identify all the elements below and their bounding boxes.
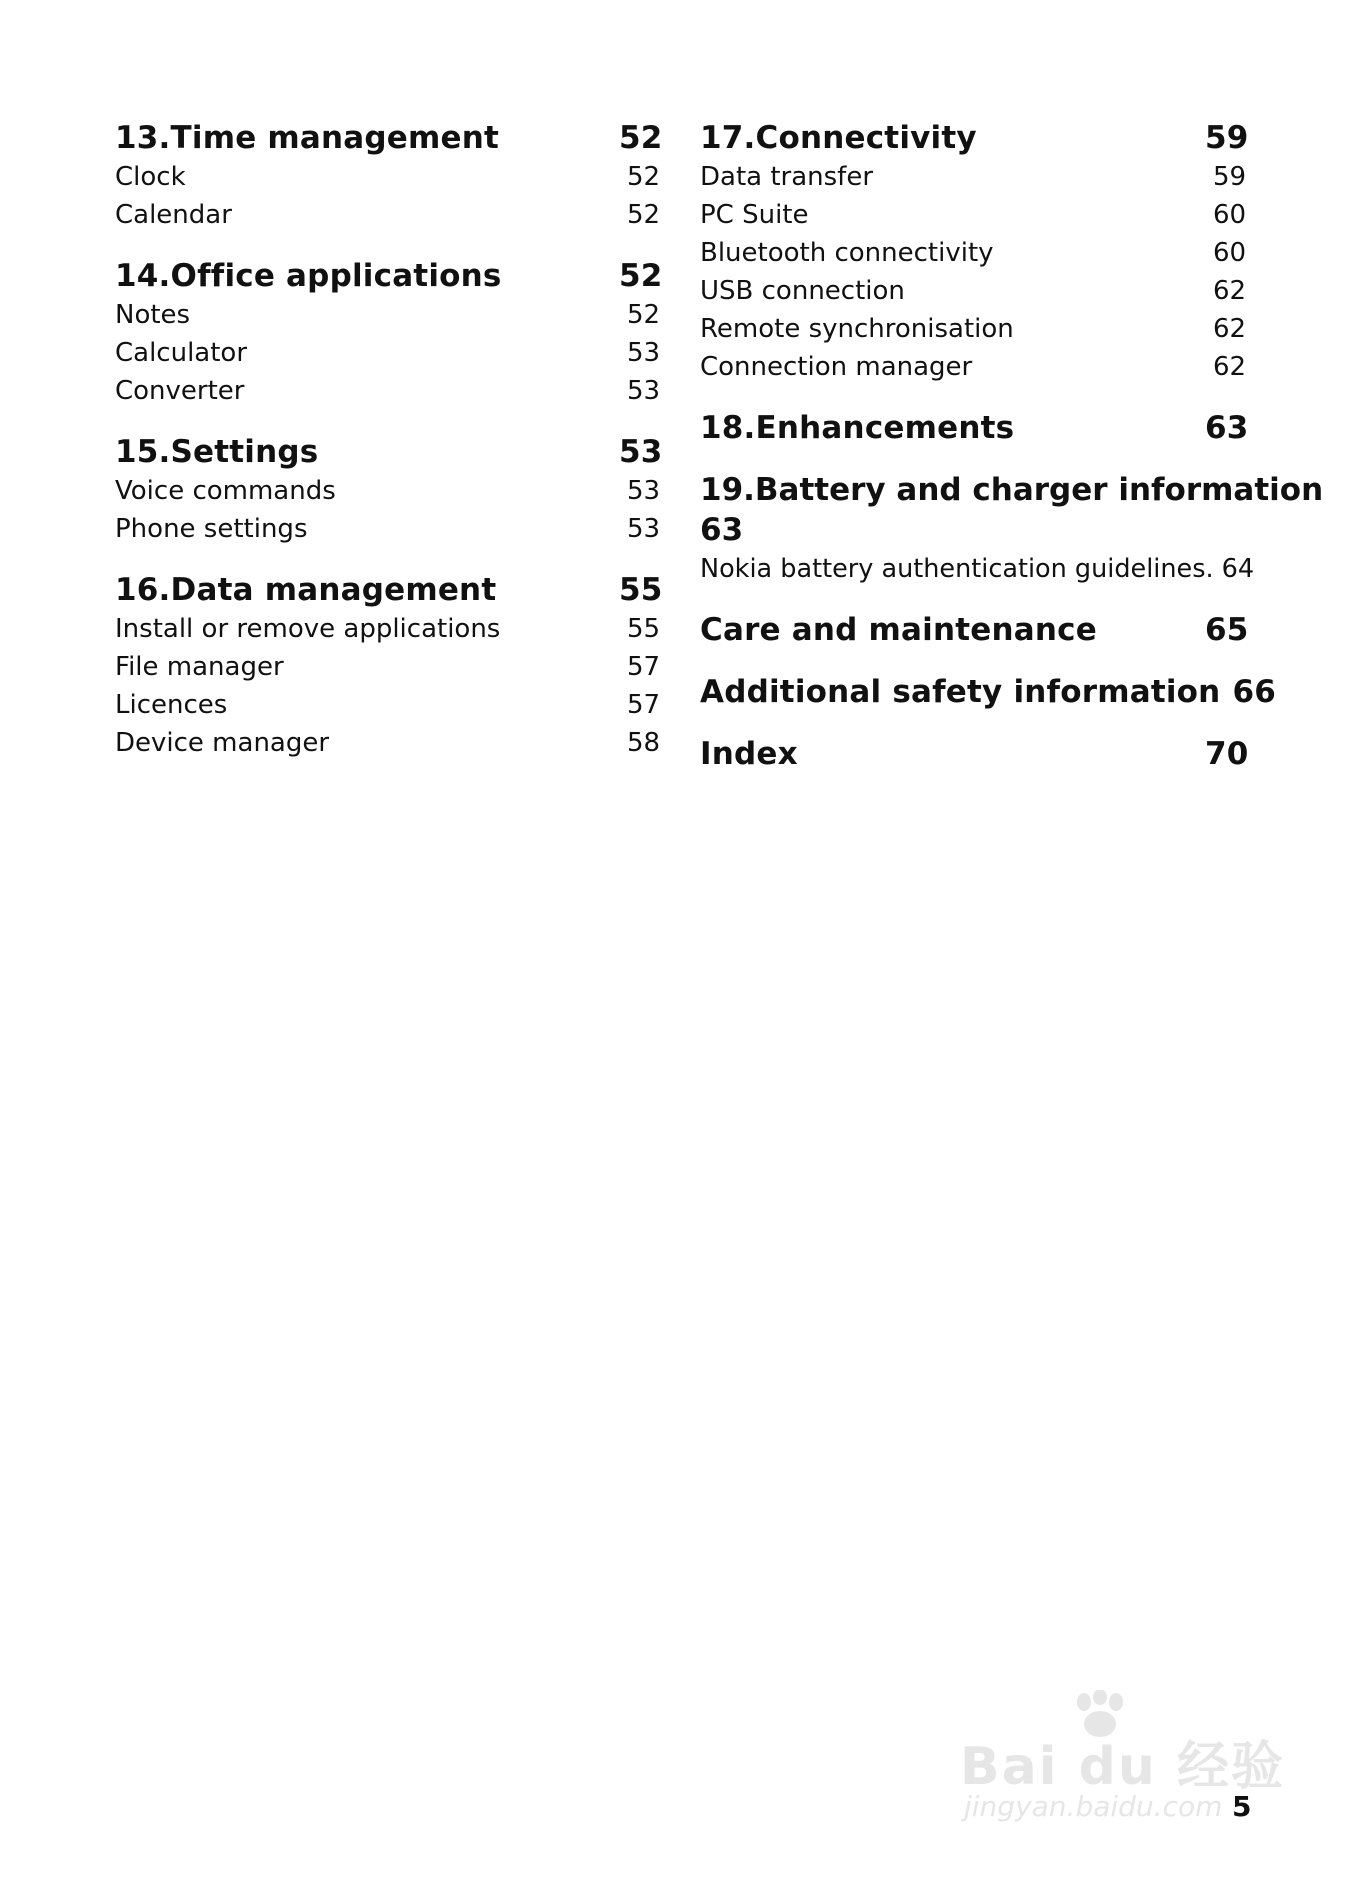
toc-section-data-transfer[interactable] bbox=[700, 158, 1245, 196]
toc-page: 52 bbox=[627, 300, 661, 330]
toc-section-phone-settings[interactable] bbox=[115, 510, 659, 548]
toc-page: 57 bbox=[627, 652, 661, 682]
toc-page: 55 bbox=[627, 614, 661, 644]
toc-label: 17.Connectivity bbox=[700, 120, 977, 156]
toc-label: Care and maintenance bbox=[700, 612, 1097, 648]
toc-chapter-enhancements[interactable] bbox=[700, 408, 1249, 448]
toc-section-voice-commands[interactable] bbox=[115, 472, 659, 510]
toc-chapter-care-maintenance[interactable] bbox=[700, 610, 1249, 650]
toc-section-converter[interactable] bbox=[115, 372, 659, 410]
toc-label: Index bbox=[700, 736, 798, 772]
toc-chapter-data-management[interactable] bbox=[115, 570, 663, 610]
toc-label: Phone settings bbox=[115, 514, 308, 544]
toc-page: 59 bbox=[1213, 162, 1247, 192]
toc-label: Voice commands bbox=[115, 476, 336, 506]
toc-page: 62 bbox=[1213, 352, 1247, 382]
toc-page: 53 bbox=[627, 514, 661, 544]
toc-label: Remote synchronisation bbox=[700, 314, 1014, 344]
toc-section-battery-authentication-guidelines[interactable] bbox=[700, 550, 1255, 588]
toc-chapter-additional-safety-information[interactable] bbox=[700, 672, 1276, 712]
toc-label: Notes bbox=[115, 300, 191, 330]
toc-page: 66 bbox=[1232, 674, 1276, 710]
toc-right-column bbox=[700, 118, 1324, 774]
toc-label: 16.Data management bbox=[115, 572, 497, 608]
toc-label: Data transfer bbox=[700, 162, 874, 192]
toc-label: Converter bbox=[115, 376, 245, 406]
toc-page: 52 bbox=[619, 120, 663, 156]
toc-page: 59 bbox=[1205, 120, 1249, 156]
toc-label: File manager bbox=[115, 652, 284, 682]
toc-label: Nokia battery authentication guidelines. bbox=[700, 554, 1214, 584]
toc-label: Additional safety information bbox=[700, 674, 1221, 710]
toc-section-pc-suite[interactable] bbox=[700, 196, 1245, 234]
toc-label: Bluetooth connectivity bbox=[700, 238, 994, 268]
toc-section-calculator[interactable] bbox=[115, 334, 659, 372]
toc-page: 60 bbox=[1213, 238, 1247, 268]
watermark-url: jingyan.baidu.com bbox=[964, 1790, 1223, 1823]
toc-page: 63 bbox=[1205, 410, 1249, 446]
toc-page: 52 bbox=[627, 162, 661, 192]
toc-section-clock[interactable] bbox=[115, 158, 659, 196]
toc-page: 52 bbox=[627, 200, 661, 230]
toc-label: Device manager bbox=[115, 728, 330, 758]
toc-page: 62 bbox=[1213, 314, 1247, 344]
toc-label: USB connection bbox=[700, 276, 905, 306]
toc-label: PC Suite bbox=[700, 200, 809, 230]
toc-label: Clock bbox=[115, 162, 186, 192]
toc-section-remote-synchronisation[interactable] bbox=[700, 310, 1245, 348]
toc-label: Licences bbox=[115, 690, 228, 720]
toc-chapter-settings[interactable] bbox=[115, 432, 663, 472]
toc-section-calendar[interactable] bbox=[115, 196, 659, 234]
toc-chapter-battery-charger-information[interactable] bbox=[700, 470, 1324, 550]
toc-page: 53 bbox=[627, 376, 661, 406]
toc-chapter-office-applications[interactable] bbox=[115, 256, 663, 296]
toc-section-connection-manager[interactable] bbox=[700, 348, 1245, 386]
toc-label: Install or remove applications bbox=[115, 614, 501, 644]
toc-left-column bbox=[115, 118, 663, 762]
toc-section-usb-connection[interactable] bbox=[700, 272, 1245, 310]
toc-page: 52 bbox=[619, 258, 663, 294]
toc-section-notes[interactable] bbox=[115, 296, 659, 334]
toc-label: Connection manager bbox=[700, 352, 973, 382]
toc-label: 13.Time management bbox=[115, 120, 500, 156]
toc-section-bluetooth-connectivity[interactable] bbox=[700, 234, 1245, 272]
toc-section-device-manager[interactable] bbox=[115, 724, 659, 762]
toc-page: 57 bbox=[627, 690, 661, 720]
toc-label: Calendar bbox=[115, 200, 232, 230]
toc-section-licences[interactable] bbox=[115, 686, 659, 724]
toc-page: 55 bbox=[619, 572, 663, 608]
toc-page: 60 bbox=[1213, 200, 1247, 230]
toc-chapter-index[interactable] bbox=[700, 734, 1249, 774]
toc-page: 53 bbox=[619, 434, 663, 470]
toc-label: 15.Settings bbox=[115, 434, 319, 470]
toc-page: 64 bbox=[1221, 554, 1255, 584]
toc-page: 70 bbox=[1205, 736, 1249, 772]
toc-page: 53 bbox=[627, 338, 661, 368]
toc-section-install-remove-applications[interactable] bbox=[115, 610, 659, 648]
toc-label: Calculator bbox=[115, 338, 248, 368]
toc-page: 53 bbox=[627, 476, 661, 506]
page-number: 5 bbox=[1232, 1790, 1252, 1823]
toc-page: 63 bbox=[700, 512, 744, 548]
toc-section-file-manager[interactable] bbox=[115, 648, 659, 686]
toc-page: 62 bbox=[1213, 276, 1247, 306]
toc-label: 19.Battery and charger information bbox=[700, 472, 1324, 508]
watermark-brand: Bai du 经验 bbox=[960, 1737, 1285, 1797]
toc-label: 14.Office applications bbox=[115, 258, 502, 294]
toc-label: 18.Enhancements bbox=[700, 410, 1015, 446]
toc-chapter-connectivity[interactable] bbox=[700, 118, 1249, 158]
toc-chapter-time-management[interactable] bbox=[115, 118, 663, 158]
toc-page: 58 bbox=[627, 728, 661, 758]
toc-page: 65 bbox=[1205, 612, 1249, 648]
